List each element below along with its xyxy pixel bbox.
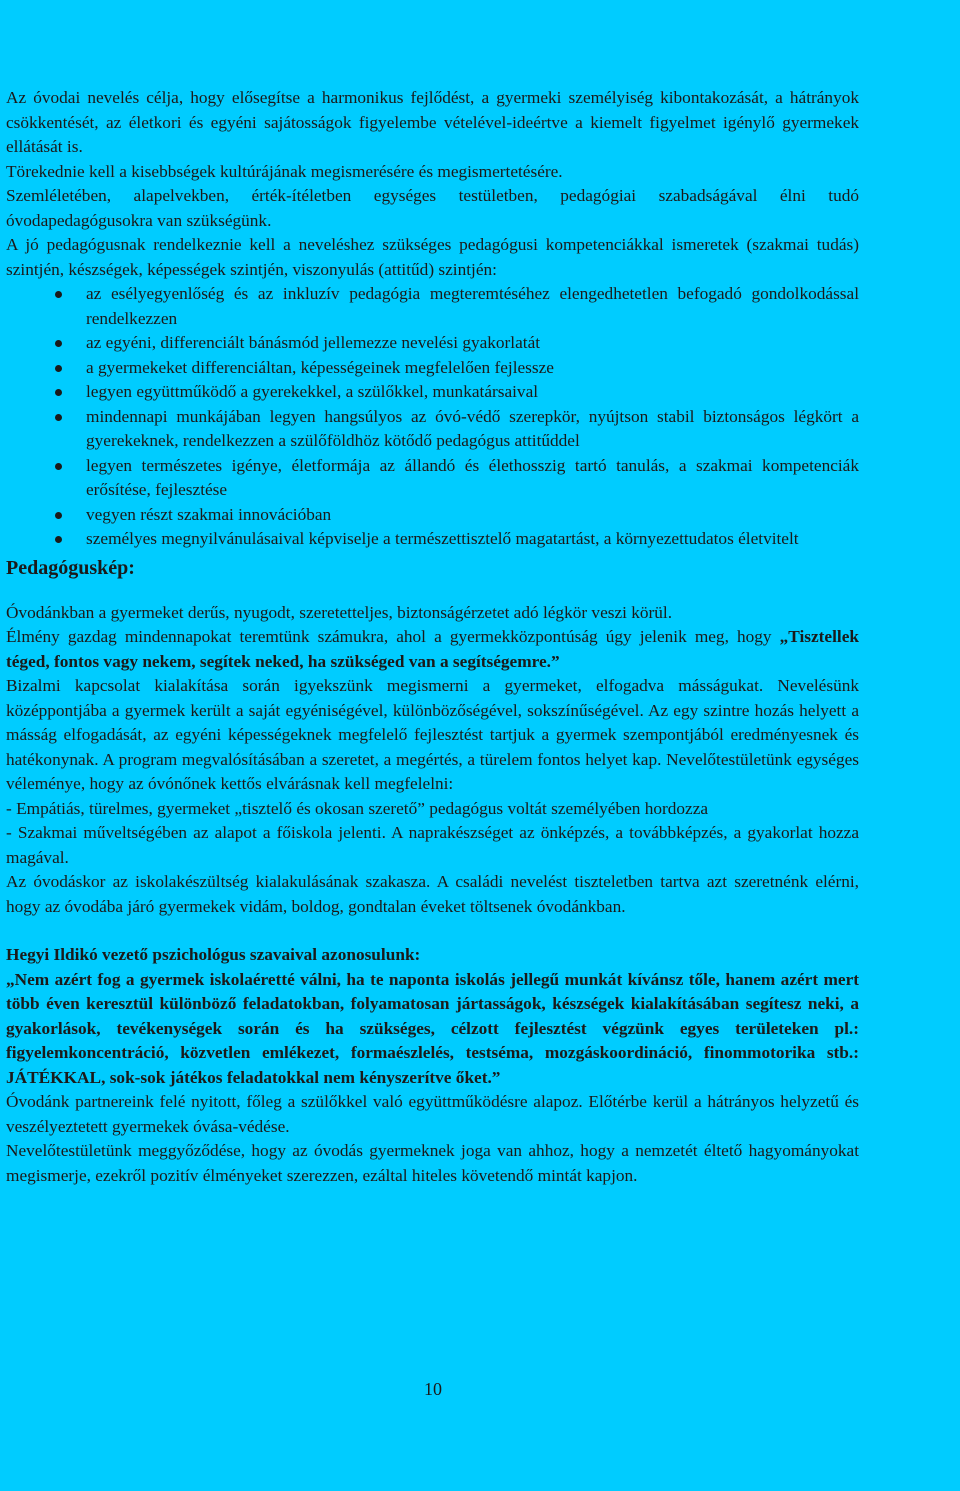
competency-text: az egyéni, differenciált bánásmód jellemezze nevelési gyakorlatát xyxy=(86,333,541,352)
competency-list-item xyxy=(6,282,859,331)
bullet-icon xyxy=(55,291,62,298)
competency-text: mindennapi munkájában legyen hangsúlyos az óvó-védő szerepkör, nyújtson stabil biztonságos légkört a gyerekeknek, rendelkezzen a szülőföldhöz kötődő pedagógus attitűddel xyxy=(86,406,859,450)
competency-list-item xyxy=(6,503,859,528)
quote-intro xyxy=(6,943,859,968)
bullet-icon xyxy=(55,463,62,470)
bullet-icon xyxy=(55,414,62,421)
quote-text: „Nem azért fog a gyermek iskolaéretté válni, ha te naponta iskolás jellegű munkát kívánsz tőle, hanem azért mert több éven keresztül különböző feladatokban, folyamatosan jártasságok, készségek kialakításában segítesz neki, a gyakorlások, tevékenységek során és ha szükséges, célzott fejlesztést végzünk egyes területeken pl.: figyelemkoncentráció, közvetlen emlékezet, formaészlelés, testséma, mozgáskoordináció, finommotorika stb.: JÁTÉKKAL, sok-sok játékos feladatokkal nem kényszerítve őket.” xyxy=(6,969,859,1087)
body-paragraph-empathy: - Empátiás, türelmes, gyermeket „tisztelő és okosan szerető” pedagógus voltát személyében hordozza xyxy=(6,798,709,818)
section-heading: Pedagóguskép: xyxy=(6,556,135,579)
competency-list-item xyxy=(6,356,859,381)
quote-intro-text: Hegyi Ildikó vezető pszichológus szavaival azonosulunk: xyxy=(6,945,421,964)
intro-paragraph-minorities: Törekednie kell a kisebbségek kultúrájának megismerésére és megismertetésére. xyxy=(6,161,563,181)
quote-paragraph xyxy=(6,968,859,1091)
page-number: 10 xyxy=(424,1379,442,1399)
competency-text: személyes megnyilvánulásaival képviselje a természettisztelő magatartást, a környezettudatos életvitelt xyxy=(86,529,799,548)
page-content xyxy=(6,86,859,1188)
experience-text: Élmény gazdag mindennapokat teremtünk számukra, ahol a gyermekközpontúság úgy jelenik meg, hogy xyxy=(6,627,780,646)
competency-text: az esélyegyenlőség és az inkluzív pedagógia megteremtéséhez elengedhetetlen befogadó gondolkodással rendelkezzen xyxy=(86,284,859,328)
bullet-icon xyxy=(55,536,62,543)
paragraph-spacer xyxy=(6,919,859,943)
body-paragraph-professional: - Szakmai műveltségében az alapot a főiskola jelenti. A naprakészséget az önképzés, a továbbképzés, a gyakorlat hozza magával. xyxy=(6,823,859,867)
body-paragraph-experience xyxy=(6,625,859,674)
competency-list-item xyxy=(6,380,859,405)
competency-text: vegyen részt szakmai innovációban xyxy=(86,504,332,524)
bullet-icon xyxy=(55,512,62,519)
competency-list-item xyxy=(6,405,859,454)
bullet-icon xyxy=(55,365,62,372)
intro-paragraph-competencies: A jó pedagógusnak rendelkeznie kell a neveléshez szükséges pedagógusi kompetenciákkal ismeretek (szakmai tudás) szintjén, készségek, képességek szintjén, viszonyulás (attitűd) szintjén: xyxy=(6,235,859,279)
body-paragraph-trust: Bizalmi kapcsolat kialakítása során igyekszünk megismerni a gyermeket, elfogadva másságukat. Nevelésünk középpontjába a gyermek került a saját egyéniségével, különbözőségével, sokszínűségével. Az egy szintre hozás helyett a másság elfogadását, az egyéni képességeknek megfelelő fejlesztést tartjuk a gyermek szempontjából eredményesnek és hatékonynak. A program megvalósításában a szeretet, a megértés, a türelem fontos helyet kap. Nevelőtestületünk egységes véleménye, hogy az óvónőnek kettős elvárásnak kell megfelelni: xyxy=(6,676,859,793)
competency-text: legyen természetes igénye, életformája az állandó és élethosszig tartó tanulás, a szakmai kompetenciák erősítése, fejlesztése xyxy=(86,455,859,499)
intro-paragraph-goal: Az óvodai nevelés célja, hogy elősegítse a harmonikus fejlődést, a gyermeki személyiség kibontakozását, a hátrányok csökkentését, az életkori és egyéni sajátosságok figyelembe vételével-ideértve a kiemelt figyelmet igénylő gyermekek ellátását is. xyxy=(6,88,859,156)
intro-paragraph-staff: Szemléletében, alapelvekben, érték-ítéletben egységes testületben, pedagógiai szabadságával élni tudó óvodapedagógusokra van szükségünk. xyxy=(6,186,859,230)
bullet-icon xyxy=(55,340,62,347)
bullet-icon xyxy=(55,389,62,396)
competency-list-item xyxy=(6,454,859,503)
competency-list-item xyxy=(6,527,859,552)
competency-text: a gyermekeket differenciáltan, képességeinek megfelelően fejlessze xyxy=(86,357,554,377)
closing-paragraph-partners: Óvodánk partnereink felé nyitott, főleg a szülőkkel való együttműködésre alapoz. Előtérbe kerül a hátrányos helyzetű és veszélyeztetett gyermekek óvása-védése. xyxy=(6,1092,859,1136)
body-paragraph-atmosphere: Óvodánkban a gyermeket derűs, nyugodt, szeretetteljes, biztonságérzetet adó légkör veszi körül. xyxy=(6,602,673,622)
competency-list xyxy=(6,282,859,552)
body-paragraph-school-readiness: Az óvodáskor az iskolakészültség kialakulásának szakasza. A családi nevelést tiszteletben tartva azt szeretnénk elérni, hogy az óvodába járó gyermekek vidám, boldog, gondtalan éveket töltsenek óvodánkban. xyxy=(6,872,859,916)
competency-text: legyen együttműködő a gyerekekkel, a szülőkkel, munkatársaival xyxy=(86,382,539,401)
closing-paragraph-traditions: Nevelőtestületünk meggyőződése, hogy az óvodás gyermeknek joga van ahhoz, hogy a nemzetét éltető hagyományokat megismerje, ezekről pozitív élményeket szerezzen, ezáltal hiteles követendő mintát kapjon. xyxy=(6,1141,859,1185)
motto-quote: „Tisztellek téged, fontos vagy nekem, segítek neked, ha szükséged van a segítségemre.” xyxy=(6,627,859,671)
competency-list-item xyxy=(6,331,859,356)
